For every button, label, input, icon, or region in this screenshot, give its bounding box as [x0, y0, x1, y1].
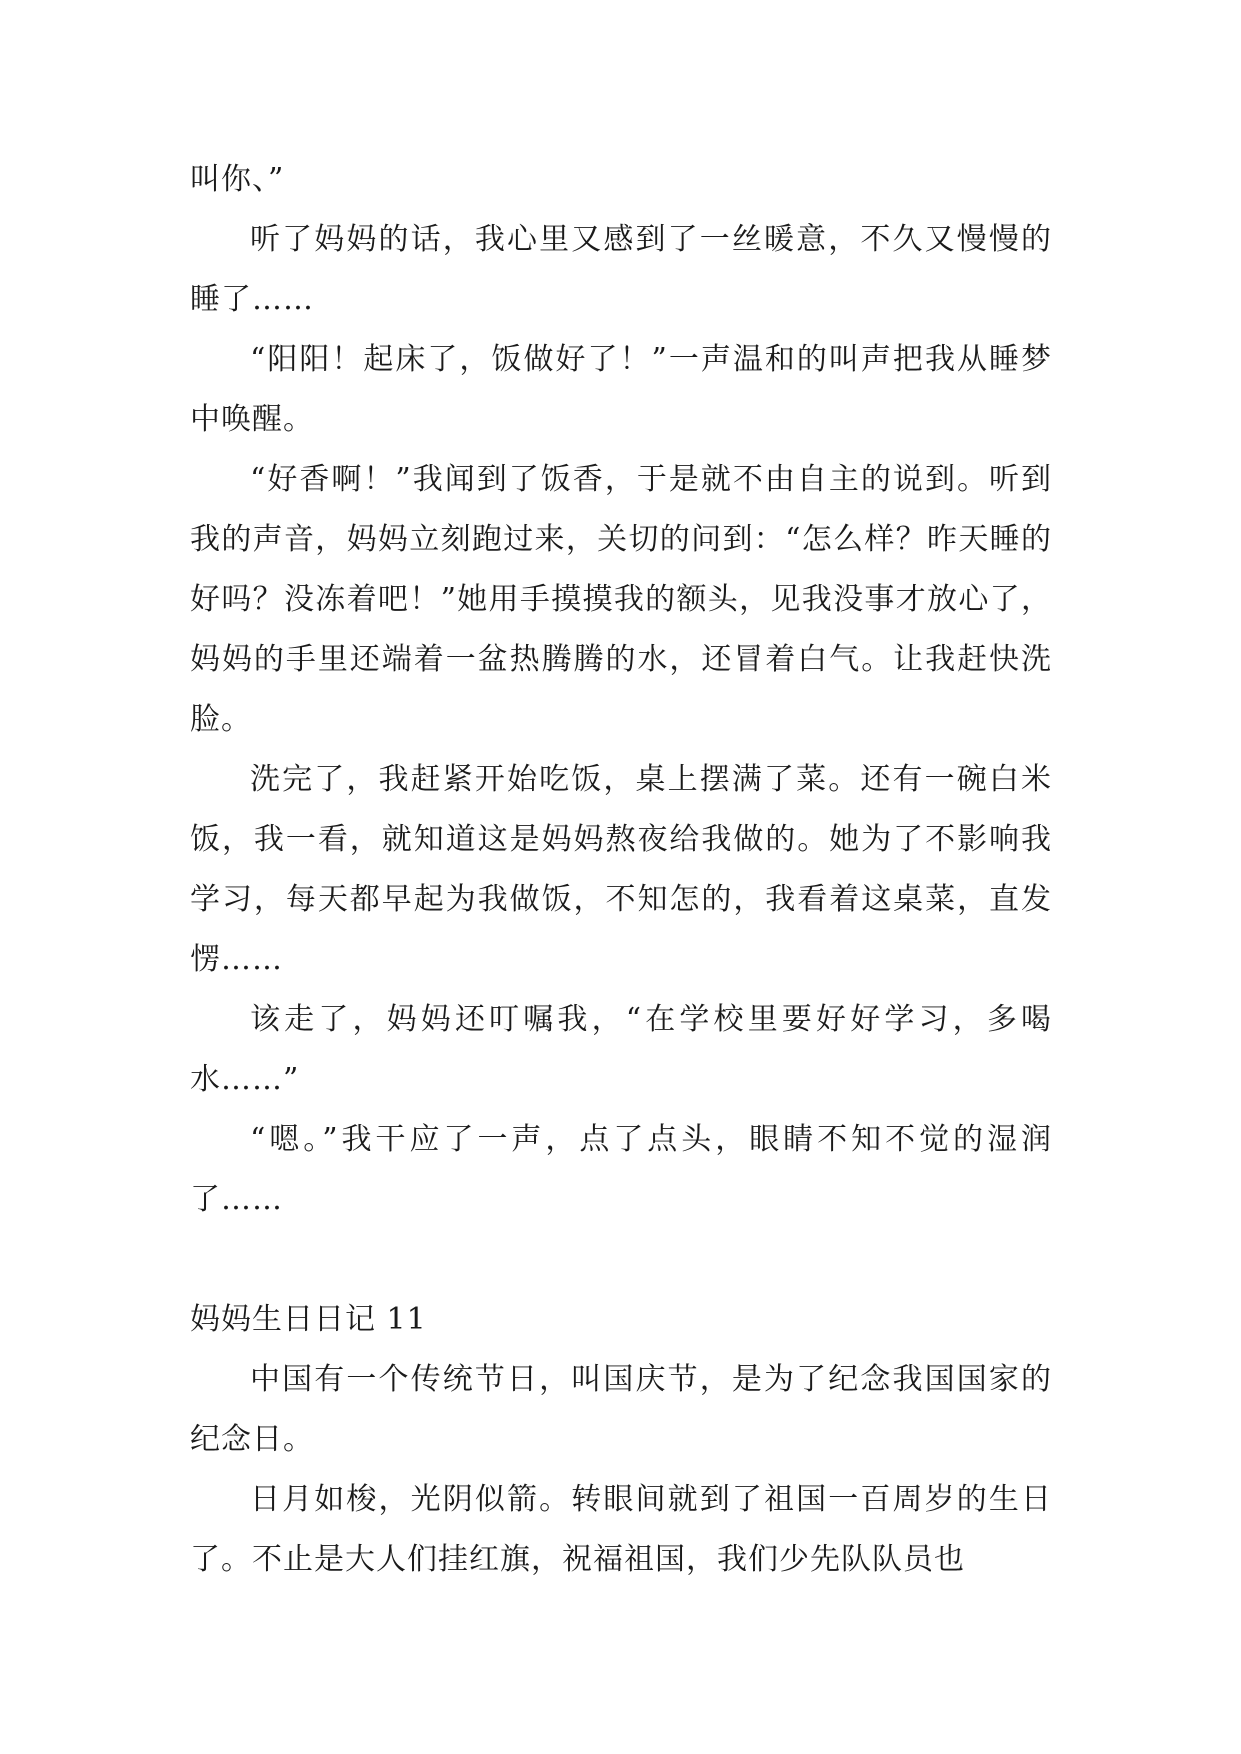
paragraph: 洗完了，我赶紧开始吃饭，桌上摆满了菜。还有一碗白米饭，我一看，就知道这是妈妈熬夜给我做的。她为了不影响我学习，每天都早起为我做饭，不知怎的，我看着这桌菜，直发愣……	[190, 762, 1052, 977]
paragraph: “好香啊！”我闻到了饭香，于是就不由自主的说到。听到我的声音，妈妈立刻跑过来，关切的问到：“怎么样？昨天睡的好吗？没冻着吧！”她用手摸摸我的额头，见我没事才放心了，妈妈的手里还端着一盆热腾腾的水，还冒着白气。让我赶快洗脸。	[190, 462, 1052, 737]
paragraph: 叫你、”	[190, 162, 285, 197]
document-body	[190, 150, 1052, 1590]
paragraph: 听了妈妈的话，我心里又感到了一丝暖意，不久又慢慢的睡了……	[190, 222, 1052, 317]
paragraph: 日月如梭，光阴似箭。转眼间就到了祖国一百周岁的生日了。不止是大人们挂红旗，祝福祖国，我们少先队队员也	[190, 1482, 1052, 1577]
paragraph: 该走了，妈妈还叮嘱我，“在学校里要好好学习，多喝水……”	[190, 1002, 1052, 1097]
section-title: 妈妈生日日记 11	[190, 1302, 427, 1337]
paragraph: “嗯。”我干应了一声，点了点头，眼睛不知不觉的湿润了……	[190, 1122, 1052, 1217]
paragraph: “阳阳！起床了，饭做好了！”一声温和的叫声把我从睡梦中唤醒。	[190, 342, 1052, 437]
paragraph: 中国有一个传统节日，叫国庆节，是为了纪念我国国家的纪念日。	[190, 1362, 1052, 1457]
